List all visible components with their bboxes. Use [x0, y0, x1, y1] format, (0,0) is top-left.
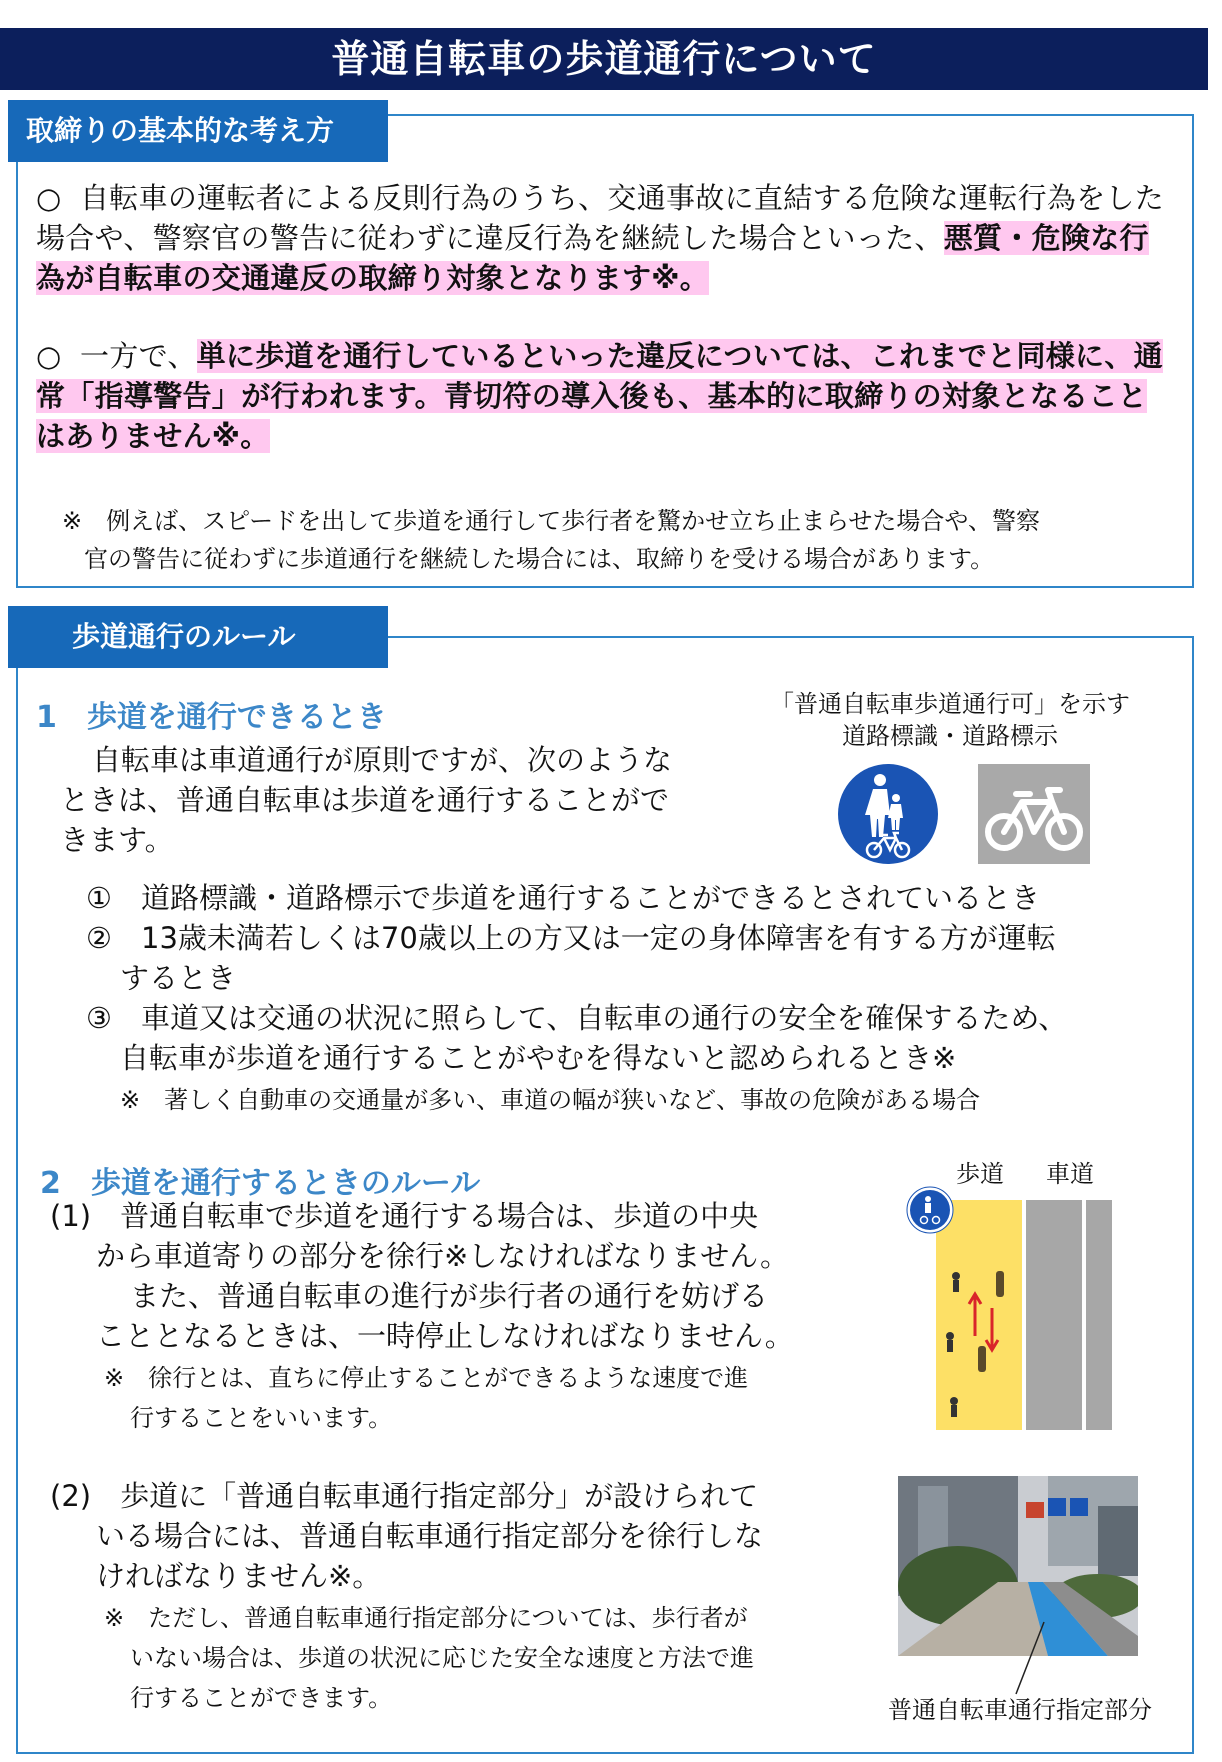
photo-caption: 普通自転車通行指定部分	[888, 1696, 1152, 1724]
intro-line-1: 自転車は車道通行が原則ですが、次のような	[92, 743, 673, 777]
condition-item-3-line-2: 自転車が歩道を通行することがやむを得ないと認められるとき※	[120, 1041, 957, 1075]
sign-caption-line-1: 「普通自転車歩道通行可」を示す	[770, 690, 1130, 718]
enforcement-paragraph-2	[36, 336, 1166, 456]
photo-pointer-line	[1010, 1620, 1050, 1700]
bicycle-pedestrian-sign-icon	[832, 758, 944, 870]
rule-1-line-3: また、普通自転車の進行が歩行者の通行を妨げる	[130, 1279, 769, 1313]
enforcement-note-line-2: 官の警告に従わずに歩道通行を継続した場合には、取締りを受ける場合があります。	[84, 545, 995, 573]
page-title: 普通自転車の歩道通行について	[0, 28, 1208, 90]
rule-2-note-line-1: ※ ただし、普通自転車通行指定部分については、歩行者が	[104, 1604, 748, 1632]
rule-2-note-line-3: 行することができます。	[130, 1684, 393, 1712]
intro-line-2: ときは、普通自転車は歩道を通行することがで	[60, 783, 670, 817]
condition-item-1: ① 道路標識・道路標示で歩道を通行することができるとされているとき	[86, 881, 1040, 915]
subheading-when-allowed: 1 歩道を通行できるとき	[36, 700, 387, 735]
condition-item-3-note: ※ 著しく自動車の交通量が多い、車道の幅が狭いなど、事故の危険がある場合	[120, 1086, 981, 1114]
intro-line-3: きます。	[60, 823, 174, 857]
rule-2-note-line-2: いない場合は、歩道の状況に応じた安全な速度と方法で進	[130, 1644, 754, 1672]
diagram-label-road: 車道	[1046, 1160, 1094, 1188]
rule-1-line-2: から車道寄りの部分を徐行※しなければなりません。	[96, 1239, 790, 1273]
condition-item-2-line-2: するとき	[120, 961, 237, 995]
condition-item-2-line-1: ② 13歳未満若しくは70歳以上の方又は一定の身体障害を有する方が運転	[86, 921, 1056, 955]
subheading-rules: 2 歩道を通行するときのルール	[40, 1166, 481, 1201]
enforcement-paragraph-1	[36, 178, 1166, 298]
diagram-label-sidewalk: 歩道	[956, 1160, 1004, 1188]
paragraph-text: 自転車の運転者による反則行為のうち、交通事故に直結する危険な運転行為をした場合や、警察官の警告に従わずに違反行為を継続した場合といった、	[36, 181, 1165, 255]
circle-bullet: ○	[36, 181, 62, 215]
section-tab-sidewalk-rules: 歩道通行のルール	[8, 606, 388, 668]
enforcement-note-line-1: ※ 例えば、スピードを出して歩道を通行して歩行者を驚かせ立ち止まらせた場合や、警察	[62, 507, 1040, 535]
bicycle-road-marking-icon	[978, 764, 1090, 864]
rule-2-line-2: いる場合には、普通自転車通行指定部分を徐行しな	[96, 1519, 764, 1553]
rule-1-line-4: こととなるときは、一時停止しなければなりません。	[96, 1319, 794, 1353]
rule-1-note-line-2: 行することをいいます。	[130, 1404, 393, 1432]
circle-bullet: ○	[36, 339, 62, 373]
rule-1-note-line-1: ※ 徐行とは、直ちに停止することができるような速度で進	[104, 1364, 749, 1392]
section-tab-enforcement: 取締りの基本的な考え方	[8, 100, 388, 162]
condition-item-3-line-1: ③ 車道又は交通の状況に照らして、自転車の通行の安全を確保するため、	[86, 1001, 1068, 1035]
rule-2-line-3: ければなりません※。	[96, 1559, 382, 1593]
rule-2-line-1: (2) 歩道に「普通自転車通行指定部分」が設けられて	[50, 1479, 759, 1513]
sidewalk-diagram	[906, 1186, 1114, 1438]
rule-1-line-1: (1) 普通自転車で歩道を通行する場合は、歩道の中央	[50, 1199, 759, 1233]
paragraph-text: 一方で、	[80, 339, 197, 373]
highlighted-text: 単に歩道を通行しているといった違反については、これまでと同様に、通常「指導警告」が行われます。青切符の導入後も、基本的に取締りの対象となることはありません※。	[36, 339, 1163, 453]
highlighted-text: 悪質・危険な行為が自転車の交通違反の取締り対象となります※。	[36, 221, 1149, 295]
sign-caption-line-2: 道路標識・道路標示	[842, 722, 1058, 750]
